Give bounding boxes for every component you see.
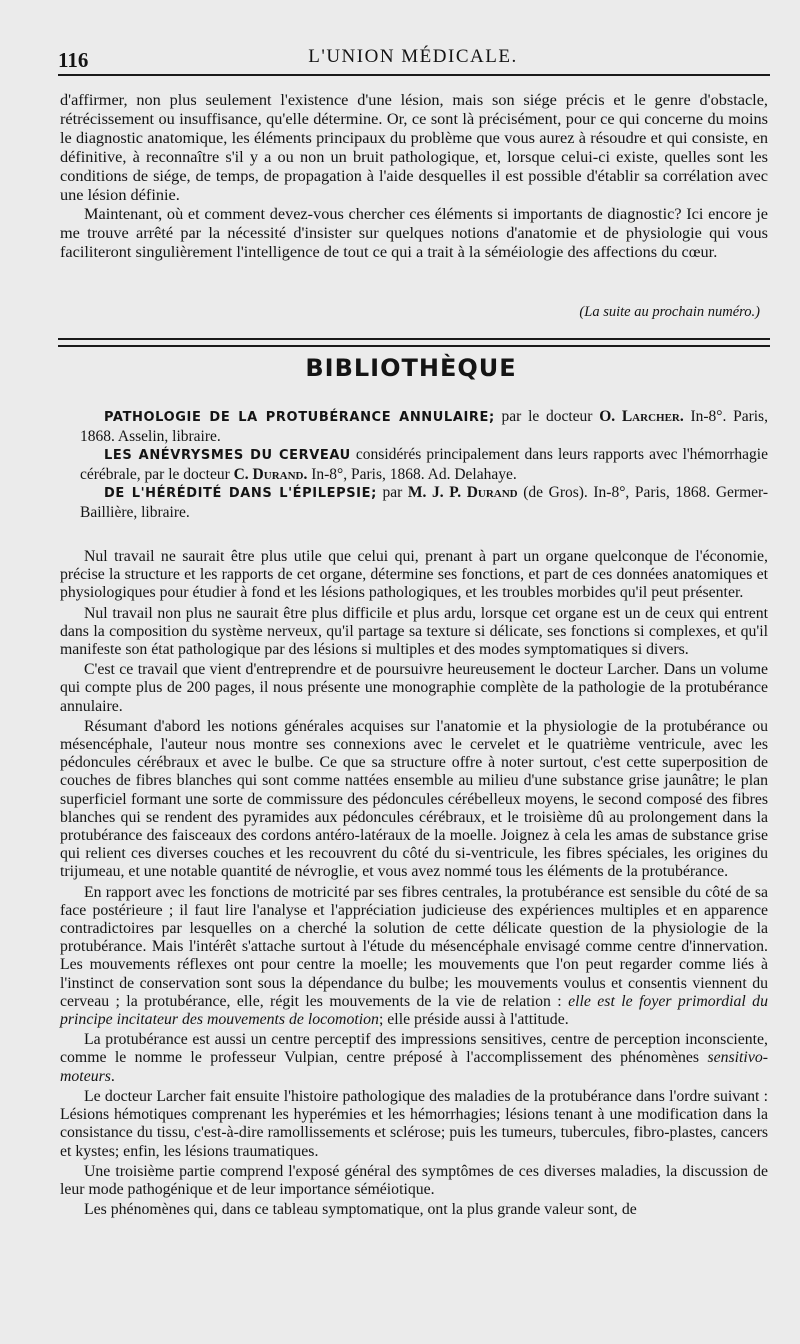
paragraph: d'affirmer, non plus seulement l'existence d'une lésion, mais son siége précis et le genre d'obstacle, rétrécissement ou insuffisance, qu'elle détermine. Or, ce sont là précisément, pour ce qui concerne du moins le diagnostic anatomique, les éléments principaux du problème que vous aurez à résoudre et qui consiste, en définitive, à reconnaître s'il y a ou non un bruit pathologique, et, lorsque celui-ci existe, quelles sont les conditions de siége, de temps, de propagation à l'aide desquelles il est possible d'établir sa corrélation avec une lésion définie. [60,90,768,204]
paragraph: Maintenant, où et comment devez-vous chercher ces éléments si importants de diagnostic? Ici encore je me trouve arrêté par la nécessité d'insister sur quelques notions d'anatomie et de physiologie qui vous faciliteront singulièrement l'intelligence de tout ce qui a trait à la séméiologie des affections du cœur. [60,204,768,261]
paragraph: Nul travail non plus ne saurait être plus difficile et plus ardu, lorsque cet organe est un de ceux qui entrent dans la composition du système nerveux, qu'il partage sa texture si délicate, ses fonctions si complexes, et qu'il manifeste son état pathologique par des lésions si multiples et des modes symptomatiques si divers. [60,604,768,659]
paragraph [60,1031,768,1086]
reference-text: par [376,484,408,501]
article-continuation [60,90,768,261]
reference-text: In-8°. Paris, 1868. Asselin, libraire. [80,408,768,445]
page-number: 116 [58,48,89,72]
page-header [58,44,768,74]
paragraph-text: En rapport avec les fonctions de motricité par ses fibres centrales, la protubérance est sensible du côté de sa face postérieure ; il faut lire l'analyse et l'appréciation judicieuse des expériences multiples et en apparence contradictoires par lesquelles on a cherché la solution de cette délicate question de la physiologie de la protubérance. Mais l'intérêt s'attache surtout à l'étude du mésencéphale envisagé comme centre d'innervation. Les mouvements réflexes ont pour centre la moelle; les mouvements que l'on peut regarder comme liés à l'instinct de conservation sont sous la dépendance du bulbe; les mouvements voulus et consentis viennent du cerveau ; la protubérance, elle, régit les mouvements de la vie de relation : [60,883,768,1010]
paragraph: Les phénomènes qui, dans ce tableau symptomatique, ont la plus grande valeur sont, de [84,1201,637,1219]
header-rule [58,74,770,76]
to-be-continued-note: (La suite au prochain numéro.) [579,304,760,320]
book-title: DE L'HÉRÉDITÉ DANS L'ÉPILEPSIE; [104,486,377,501]
paragraph: Une troisième partie comprend l'exposé général des symptômes de ces diverses maladies, la discussion de leur mode pathogénique et de leur importance séméiotique. [60,1162,768,1198]
paragraph: Résumant d'abord les notions générales acquises sur l'anatomie et la physiologie de la protubérance ou mésencéphale, l'auteur nous montre ses connexions avec le cervelet et le quatrième ventricule, avec les pédoncules cérébraux et avec le bulbe. Ce que sa structure offre à noter surtout, c'est cette superposition de couches de fibres blanches qui sont comme nattées ensemble au milieu d'une substance grise jaunâtre; le plan superficiel formant une sorte de commissure des pédoncules cérébelleux moyens, le second composé des fibres blanches qui se rendent des pyramides aux pédoncules cérébraux, et le troisième dû au prolongement dans la protubérance des faisceaux des cordons antéro-latéraux de la moelle. Joignez à cela les amas de substance grise qui relient ces diverses couches et les recouvrent du côté du si-ventricule, les fibres spéciales, les origines du trijumeau, et une notable quantité de névroglie, et vous avez nommé tous les éléments de la protubérance. [60,717,768,881]
emphasized-text: elle est le foyer primordial du principe incitateur des mouvements de locomotion [60,992,768,1029]
author-name: M. J. P. Durand [407,484,518,501]
author-name: O. Larcher. [599,408,684,425]
author-name: C. Durand. [233,465,308,483]
paragraph [60,884,768,1030]
paragraph: Le docteur Larcher fait ensuite l'histoire pathologique des maladies de la protubérance dans l'ordre suivant : Lésions hémotiques comprenant les hyperémies et les hémorrhagies; lésions tenant à une modification dans la consistance du tissu, c'est-à-dire ramollissements et sclérose; puis les tumeurs, tubercules, fibro-plastes, cancers et kystes; enfin, les lésions traumatiques. [60,1087,768,1160]
reference-text: par le docteur [494,408,600,425]
paragraph: C'est ce travail que vient d'entreprendre et de poursuivre heureusement le docteur Larcher. Dans un volume qui compte plus de 200 pages, il nous présente une monographie complète de la pathologie de la protubérance annulaire. [60,661,768,715]
book-reference [60,408,768,446]
section-divider [58,338,770,347]
reference-text: In-8°, Paris, 1868. Ad. Delahaye. [307,465,517,483]
reference-text: (de Gros). In-8°, Paris, 1868. Germer-Baillière, libraire. [80,484,769,521]
emphasized-text: sensitivo-moteurs [60,1049,768,1085]
book-reference [60,484,768,522]
paragraph: Nul travail ne saurait être plus utile que celui qui, prenant à part un organe quelconque de l'économie, précise la structure et les rapports de cet organe, détermine ses fonctions, et part de ces données anatomiques et physiologiques pour étudier à fond et les lésions pathologiques, et les troubles morbides qu'il peut présenter. [60,548,768,602]
book-references [60,408,768,522]
review-body [60,548,768,1221]
book-title: LES ANÉVRYSMES DU CERVEAU [104,448,351,463]
book-reference [60,446,768,484]
paragraph-text: . [110,1067,115,1085]
journal-title: L'UNION MÉDICALE. [308,46,518,67]
paragraph-text: ; elle préside aussi à l'attitude. [378,1011,569,1029]
reference-text: considérés principalement dans leurs rapports avec l'hémorrhagie cérébrale, par le docteur [80,446,768,483]
section-title: BIBLIOTHÈQUE [305,354,517,382]
book-title: PATHOLOGIE DE LA PROTUBÉRANCE ANNULAIRE; [104,410,495,425]
paragraph-text: La protubérance est aussi un centre perceptif des impressions sensitives, centre de perception inconsciente, comme le nomme le professeur Vulpian, centre préposé à l'accomplissement des phénomènes [60,1031,768,1067]
